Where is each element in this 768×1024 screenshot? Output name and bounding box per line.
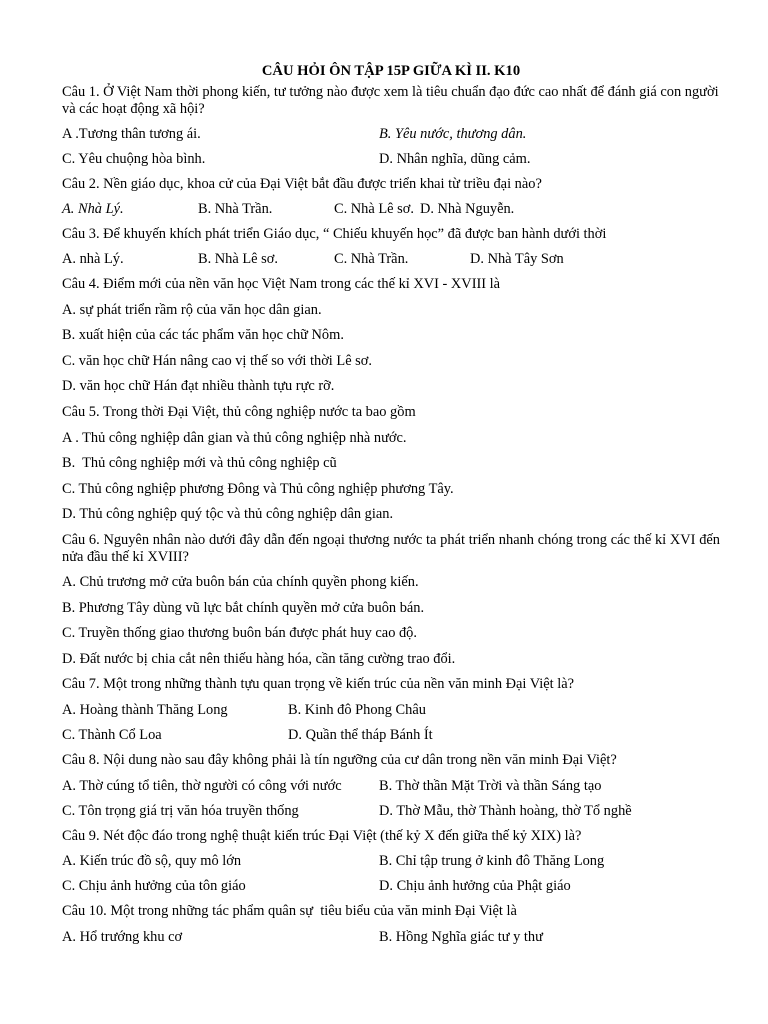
question-9-option-a: A. Kiến trúc đồ sộ, quy mô lớn	[62, 853, 242, 870]
question-6-option-c: C. Truyền thống giao thương buôn bán được phát huy cao độ.	[62, 625, 417, 642]
question-2-option-d: D. Nhà Nguyễn.	[419, 201, 515, 217]
question-9-options-row-2	[62, 878, 720, 903]
question-1-option-c: C. Yêu chuộng hòa bình.	[62, 151, 206, 167]
question-3-option-b: B. Nhà Lê sơ.	[198, 251, 278, 267]
question-8-option-c: C. Tôn trọng giá trị văn hóa truyền thống	[62, 802, 299, 819]
question-7-option-a: A. Hoàng thành Thăng Long	[62, 701, 228, 718]
question-8-option-d: D. Thờ Mẫu, thờ Thành hoàng, thờ Tổ nghề	[379, 802, 632, 819]
question-10-option-a: A. Hổ trướng khu cơ	[62, 928, 183, 945]
question-7-option-d: D. Quần thể tháp Bánh Ít	[288, 726, 433, 743]
question-7-option-b: B. Kinh đô Phong Châu	[288, 701, 426, 718]
question-3: Câu 3. Để khuyến khích phát triển Giáo dục, “ Chiếu khuyến học” đã được ban hành dưới thời	[62, 226, 607, 242]
question-5-option-a: A . Thủ công nghiệp dân gian và thủ công nghiệp nhà nước.	[62, 429, 407, 446]
question-9-option-b: B. Chỉ tập trung ở kinh đô Thăng Long	[379, 853, 605, 870]
question-6-option-d: D. Đất nước bị chia cắt nên thiếu hàng hóa, cần tăng cường trao đổi.	[62, 650, 456, 667]
question-10: Câu 10. Một trong những tác phẩm quân sự tiêu biểu của văn minh Đại Việt là	[62, 903, 517, 920]
question-9-option-d: D. Chịu ảnh hưởng của Phật giáo	[379, 878, 571, 895]
question-8-options-row-1	[62, 778, 720, 803]
question-5-option-b: B. Thủ công nghiệp mới và thủ công nghiệp cũ	[62, 455, 337, 472]
question-1-option-d: D. Nhân nghĩa, dũng cảm.	[379, 151, 531, 167]
question-1-option-b: B. Yêu nước, thương dân.	[379, 126, 527, 142]
question-7-options-row-1	[62, 702, 720, 727]
question-9-option-c: C. Chịu ảnh hưởng của tôn giáo	[62, 878, 246, 895]
question-10-options-row-1	[62, 929, 720, 954]
question-10-option-b: B. Hồng Nghĩa giác tư y thư	[379, 928, 543, 945]
question-8: Câu 8. Nội dung nào sau đây không phải là tín ngưỡng của cư dân trong nền văn minh Đại Việt?	[62, 751, 617, 768]
question-3-option-a: A. nhà Lý.	[62, 251, 124, 267]
question-4-option-b: B. xuất hiện của các tác phẩm văn học chữ Nôm.	[62, 327, 344, 344]
question-7: Câu 7. Một trong những thành tựu quan trọng về kiến trúc của nền văn minh Đại Việt là?	[62, 676, 575, 693]
question-9-options-row-1	[62, 853, 720, 878]
question-1-options-row-2	[62, 151, 720, 176]
question-5: Câu 5. Trong thời Đại Việt, thủ công nghiệp nước ta bao gồm	[62, 403, 416, 420]
question-3-options	[62, 251, 720, 276]
question-4: Câu 4. Điểm mới của nền văn học Việt Nam trong các thế kỉ XVI - XVIII là	[62, 276, 501, 292]
question-8-option-a: A. Thờ cúng tổ tiên, thờ người có công với nước	[62, 777, 342, 794]
question-8-options-row-2	[62, 803, 720, 828]
question-4-option-a: A. sự phát triển rầm rộ của văn học dân gian.	[62, 301, 322, 318]
question-1-options-row-1	[62, 126, 720, 151]
question-3-option-c: C. Nhà Trần.	[334, 251, 409, 267]
question-5-option-c: C. Thủ công nghiệp phương Đông và Thủ công nghiệp phương Tây.	[62, 480, 454, 497]
question-6-option-b: B. Phương Tây dùng vũ lực bắt chính quyền mở cửa buôn bán.	[62, 599, 425, 616]
question-2-option-c: C. Nhà Lê sơ.	[334, 201, 414, 217]
question-1: Câu 1. Ở Việt Nam thời phong kiến, tư tưởng nào được xem là tiêu chuẩn đạo đức cao nhất để đánh giá con người và các hoạt động xã hội?	[62, 84, 719, 117]
question-2-option-b: B. Nhà Trần.	[198, 201, 273, 217]
question-9: Câu 9. Nét độc đáo trong nghệ thuật kiến trúc Đại Việt (thế kỷ X đến giữa thế kỷ XIX) là?	[62, 827, 582, 844]
question-3-option-d: D. Nhà Tây Sơn	[470, 251, 564, 267]
question-6: Câu 6. Nguyên nhân nào dưới đây dẫn đến ngoại thương nước ta phát triển nhanh chóng trong các thế kỉ XVI đến nửa đầu thế kỉ XVIII?	[62, 531, 720, 565]
question-4-option-d: D. văn học chữ Hán đạt nhiều thành tựu rực rỡ.	[62, 378, 335, 395]
question-5-option-d: D. Thủ công nghiệp quý tộc và thủ công nghiệp dân gian.	[62, 506, 394, 523]
question-2-options	[62, 201, 720, 226]
question-7-options-row-2	[62, 727, 720, 752]
question-7-option-c: C. Thành Cổ Loa	[62, 726, 162, 743]
question-8-option-b: B. Thờ thần Mặt Trời và thần Sáng tạo	[379, 777, 602, 794]
question-2-option-a: A. Nhà Lý.	[62, 201, 124, 217]
document-title: CÂU HỎI ÔN TẬP 15P GIỮA KÌ II. K10	[261, 63, 521, 79]
question-2: Câu 2. Nền giáo dục, khoa cử của Đại Việt bắt đầu được triển khai từ triều đại nào?	[62, 176, 542, 192]
question-1-option-a: A .Tương thân tương ái.	[62, 126, 201, 142]
question-4-option-c: C. văn học chữ Hán nâng cao vị thế so với thời Lê sơ.	[62, 352, 372, 369]
question-6-option-a: A. Chủ trương mở cửa buôn bán của chính quyền phong kiến.	[62, 573, 419, 590]
